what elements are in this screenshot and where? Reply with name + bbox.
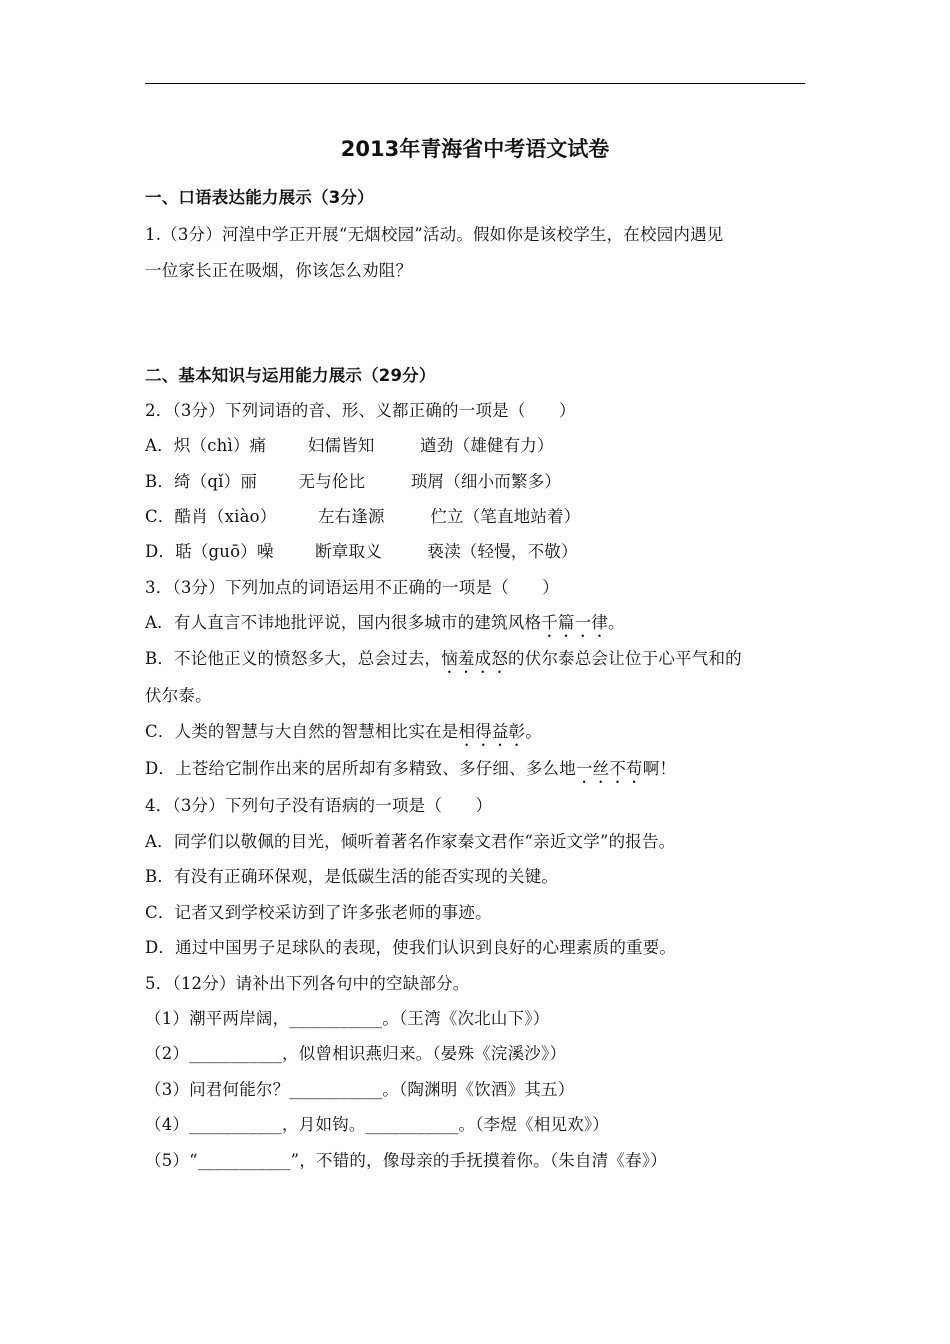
q1-line-1: 1.（3分）河湟中学正开展“无烟校园”活动。假如你是该校学生，在校园内遇见 — [145, 225, 724, 244]
q2-b-1: B．绮（qǐ）丽 — [145, 472, 258, 491]
q2-a-3: 遒劲（雄健有力） — [420, 436, 554, 455]
q5-stem: 5．（12分）请补出下列各句中的空缺部分。 — [145, 974, 470, 993]
q3-d-dotted: 一丝不苟 — [575, 759, 643, 778]
q3-c-end: 。 — [525, 722, 542, 741]
q3-a-end: 。 — [608, 613, 625, 632]
q3-c-text: C．人类的智慧与大自然的智慧相比实在是 — [145, 722, 459, 741]
q2-b-2: 无与伦比 — [298, 472, 366, 491]
q3-b-end: 的伏尔泰总会让位于心平气和的 — [508, 649, 742, 668]
q2-a-2: 妇儒皆知 — [307, 436, 375, 455]
q2-option-a — [145, 436, 554, 456]
q3-option-b — [145, 649, 742, 677]
q3-a-text: A．有人直言不讳地批评说，国内很多城市的建筑风格 — [145, 613, 542, 632]
section-2-heading: 二、基本知识与运用能力展示（29分） — [145, 366, 436, 385]
q2-b-3: 琐屑（细小而繁多） — [410, 472, 562, 491]
q2-c-1: C．酷肖（xiào） — [145, 507, 277, 526]
page-title: 2013年青海省中考语文试卷 — [340, 137, 610, 161]
q2-option-d — [145, 542, 578, 562]
q3-option-b-line2: 伏尔泰。 — [145, 686, 212, 705]
q2-option-c — [145, 507, 581, 527]
q5-item-4: （4）___________，月如钩。___________。（李煜《相见欢》） — [145, 1115, 609, 1134]
q3-c-dotted: 相得益彰 — [458, 722, 526, 741]
q3-option-c — [145, 722, 542, 750]
q4-option-a: A．同学们以敬佩的目光，倾听着著名作家秦文君作“亲近文学”的报告。 — [145, 832, 676, 851]
q2-option-b — [145, 472, 561, 492]
q2-d-1: D．聒（guō）噪 — [145, 542, 274, 561]
q5-item-1: （1）潮平两岸阔，___________。（王湾《次北山下》） — [145, 1009, 550, 1028]
q5-item-3: （3）问君何能尔？___________。（陶渊明《饮酒》其五） — [145, 1080, 575, 1099]
q4-stem: 4．（3分）下列句子没有语病的一项是（ ） — [145, 796, 493, 815]
q4-option-d: D．通过中国男子足球队的表现，使我们认识到良好的心理素质的重要。 — [145, 938, 677, 957]
q2-a-1: A．炽（chì）痛 — [145, 436, 267, 455]
q5-item-2: （2）___________，似曾相识燕归来。（晏殊《浣溪沙》） — [145, 1044, 567, 1063]
q2-d-2: 断章取义 — [315, 542, 382, 561]
q3-stem: 3．（3分）下列加点的词语运用不正确的一项是（ ） — [145, 578, 559, 597]
section-1-heading: 一、口语表达能力展示（3分） — [145, 188, 374, 207]
q3-b-dotted: 恼羞成怒 — [441, 649, 509, 668]
header-rule — [145, 83, 805, 84]
q3-option-a — [145, 613, 625, 641]
q2-d-3: 亵渎（轻慢，不敬） — [427, 542, 578, 561]
q2-c-2: 左右逢源 — [317, 507, 385, 526]
q3-option-d — [145, 759, 676, 787]
q3-d-text: D．上苍给它制作出来的居所却有多精致、多仔细、多么地 — [145, 759, 576, 778]
q1-line-2: 一位家长正在吸烟，你该怎么劝阻？ — [145, 261, 413, 280]
q3-b-text: B．不论他正义的愤怒多大，总会过去， — [145, 649, 442, 668]
q3-d-end: 啊！ — [642, 759, 677, 778]
q2-stem: 2．（3分）下列词语的音、形、义都正确的一项是（ ） — [145, 401, 576, 420]
q3-a-dotted: 千篇一律 — [541, 613, 609, 632]
q5-item-5: （5）“___________”，不错的，像母亲的手抚摸着你。（朱自清《春》） — [145, 1151, 667, 1170]
q4-option-b: B．有没有正确环保观，是低碳生活的能否实现的关键。 — [145, 867, 559, 886]
q2-c-3: 伫立（笔直地站着） — [430, 507, 581, 526]
q4-option-c: C．记者又到学校采访到了许多张老师的事迹。 — [145, 903, 492, 922]
